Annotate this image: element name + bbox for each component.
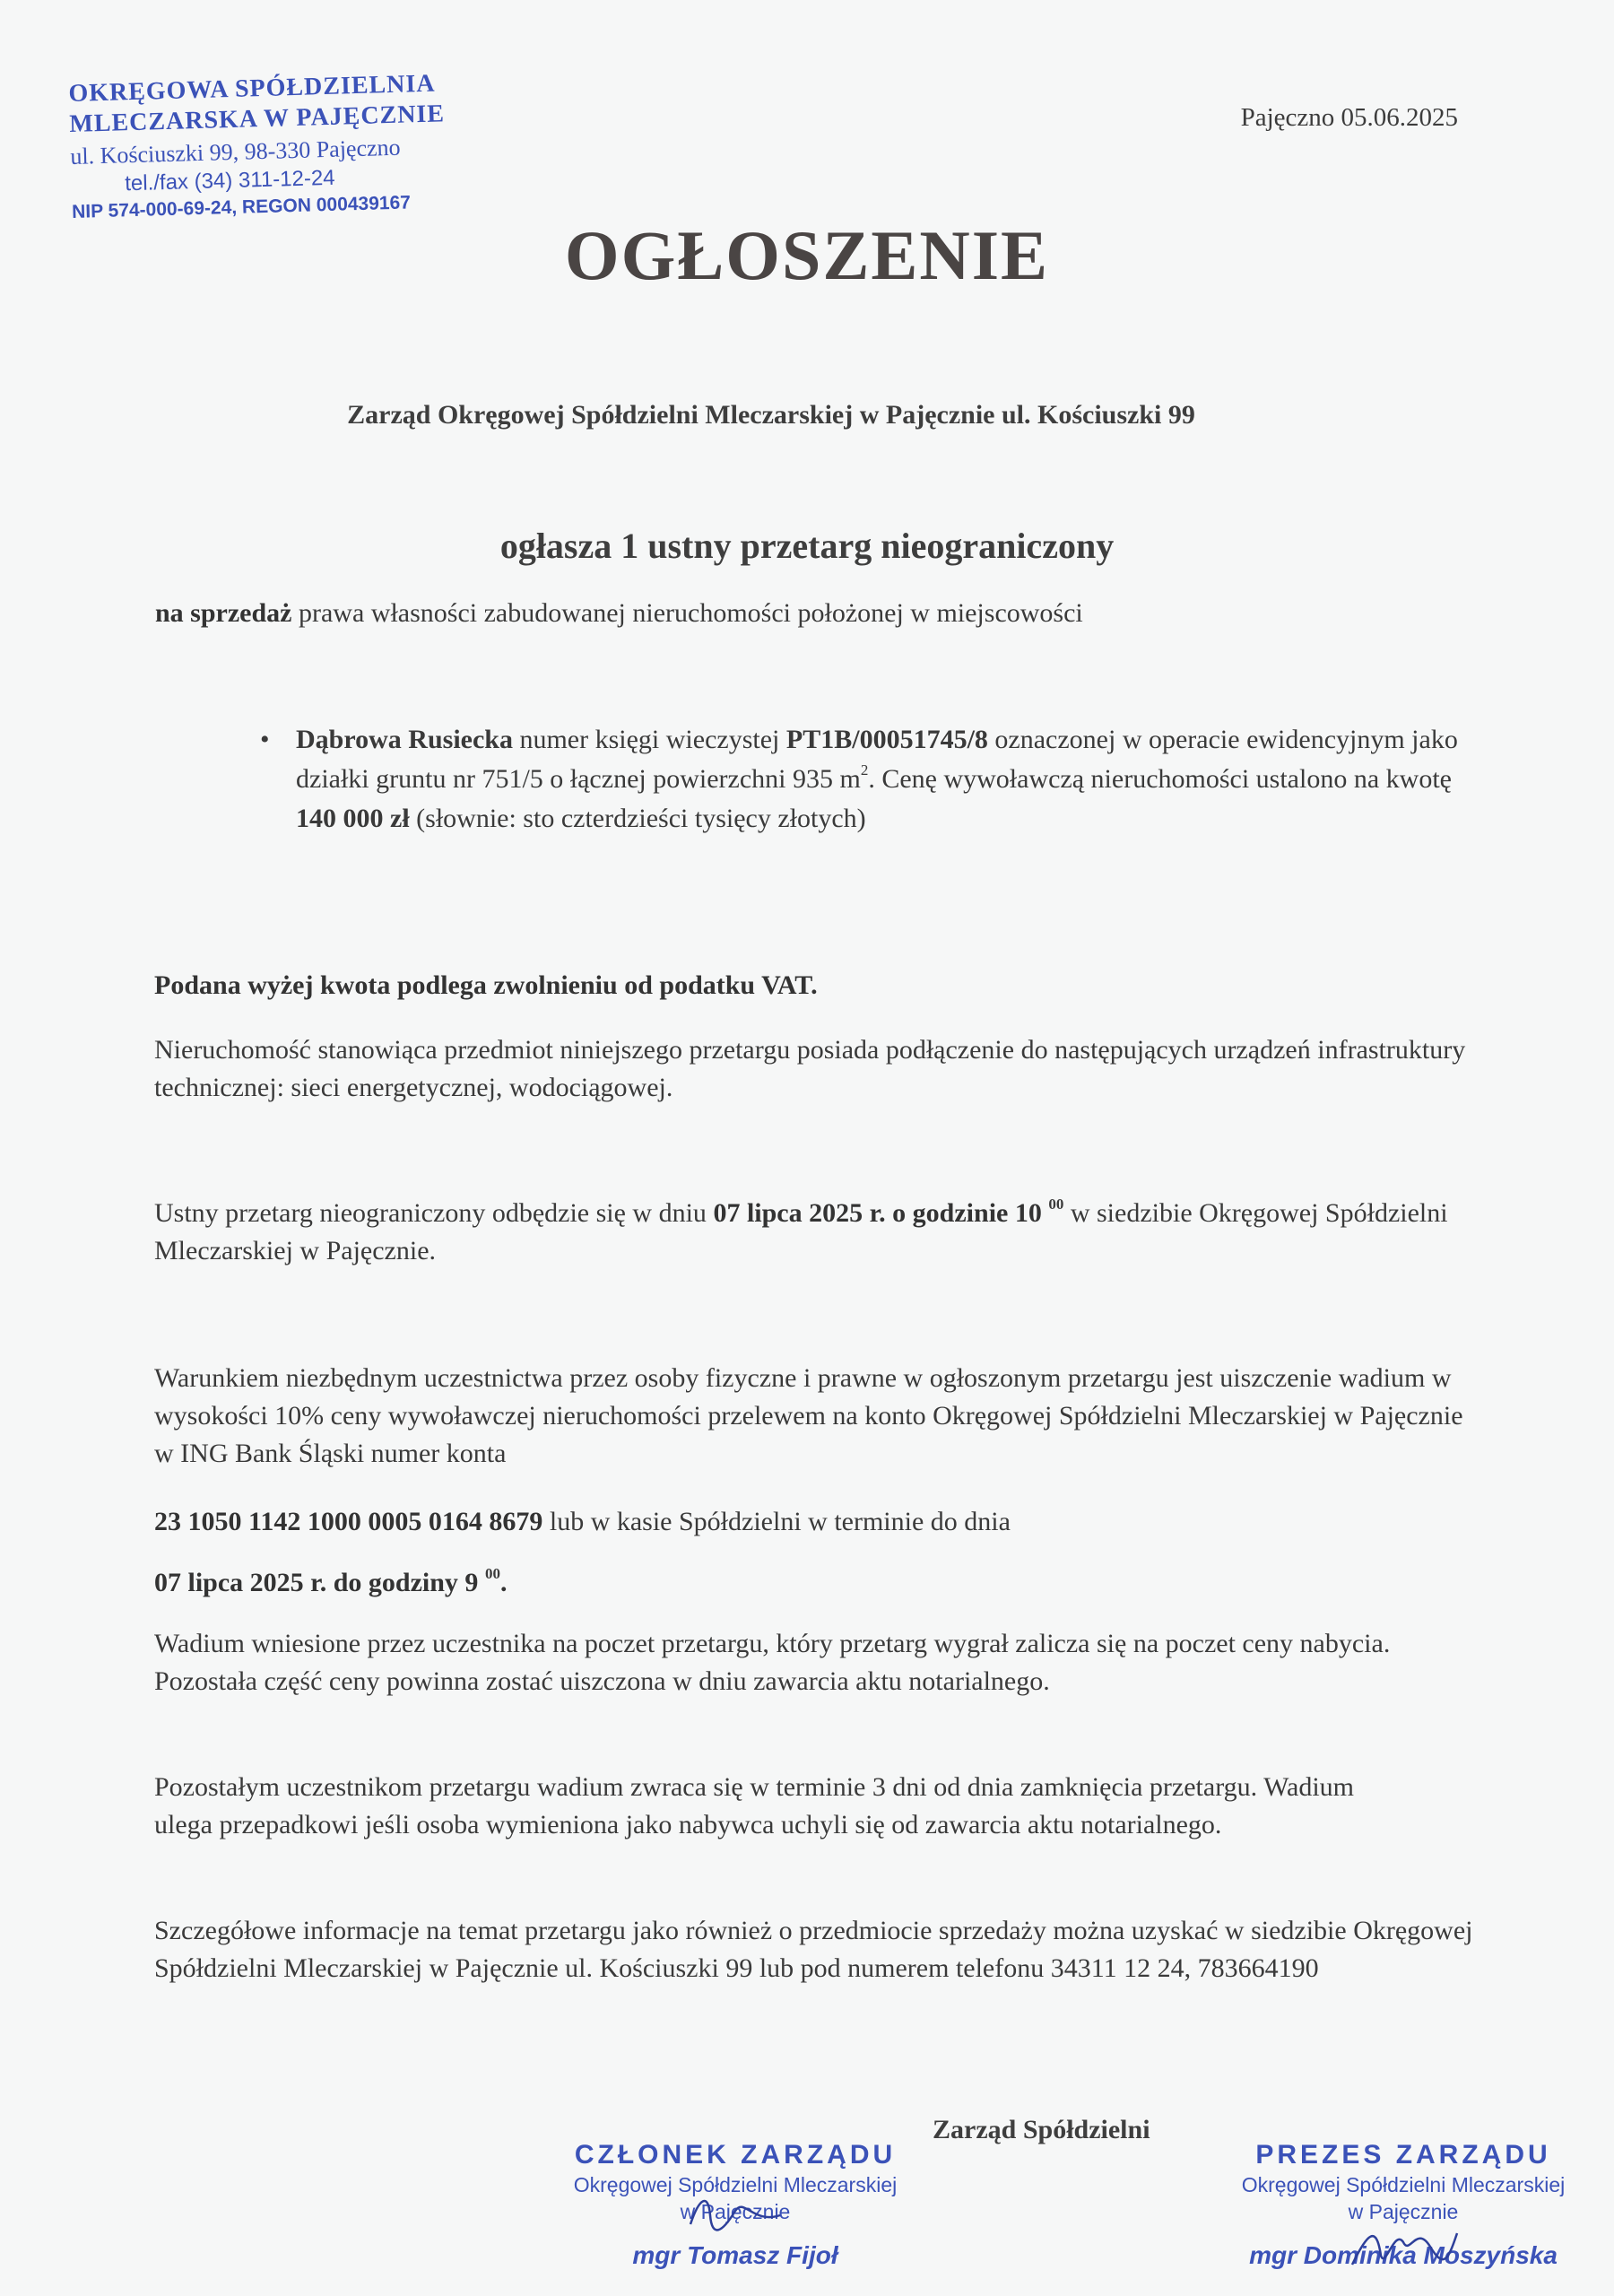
- signer-role: CZŁONEK ZARZĄDU: [574, 2140, 897, 2170]
- bullet-text: . Cenę wywoławczą nieruchomości ustalono na kwotę: [868, 764, 1452, 794]
- intro-bold: na sprzedaż: [155, 598, 292, 628]
- refund-paragraph: Pozostałym uczestnikom przetargu wadium zwraca się w terminie 3 dni od dnia zamknięcia przetargu. Wadium ulega przepadkowi jeśli osoba wymieniona jako nabywca uchyli się od zawarcia aktu notarialnego.: [154, 1772, 1355, 1839]
- property-place: Dąbrowa Rusiecka: [296, 725, 513, 754]
- intro-line: [155, 598, 1083, 629]
- property-bullet: [260, 720, 1488, 839]
- winner-paragraph: Wadium wniesione przez uczestnika na poczet przetargu, który przetarg wygrał zalicza się na poczet ceny nabycia. Pozostała część ceny powinna zostać uiszczona w dniu zawarcia aktu notarialnego.: [154, 1629, 1391, 1696]
- vat-text: Podana wyżej kwota podlega zwolnieniu od podatku VAT.: [154, 970, 818, 1000]
- announcement-heading: ogłasza 1 ustny przetarg nieograniczony: [499, 526, 1115, 566]
- superscript: 2: [860, 761, 869, 778]
- deposit-paragraph: Warunkiem niezbędnym uczestnictwa przez osoby fizyczne i prawne w ogłoszonym przetargu jest uiszczenie wadium w wysokości 10% ceny wywoławczej nieruchomości przelewem na konto Okręgowej Spółdzielni Mleczarskiej w Pajęcznie w ING Bank Śląski numer konta: [154, 1363, 1463, 1468]
- signer-org: w Pajęcznie: [680, 2200, 791, 2223]
- auction-text: w siedzibie Okręgowej Spółdzielni Mleczarskiej w Pajęcznie.: [154, 1198, 1448, 1265]
- auction-text: Ustny przetarg nieograniczony odbędzie się w dniu: [154, 1198, 714, 1228]
- handwritten-signature-icon: [681, 2188, 789, 2242]
- superscript: 00: [484, 1565, 500, 1582]
- signer-org: Okręgowej Spółdzielni Mleczarskiej: [573, 2173, 898, 2196]
- starting-price: 140 000 zł: [296, 804, 410, 833]
- signer-role: PREZES ZARZĄDU: [1255, 2140, 1551, 2170]
- signer-name: mgr Tomasz Fijoł: [632, 2241, 838, 2269]
- bullet-text: numer księgi wieczystej: [512, 725, 786, 754]
- signer-org: Okręgowej Spółdzielni Mleczarskiej: [1241, 2173, 1566, 2196]
- superscript: 00: [1048, 1196, 1064, 1213]
- board-heading: Zarząd Spółdzielni: [933, 2115, 1150, 2144]
- land-register-number: PT1B/00051745/8: [785, 725, 988, 754]
- intro-text: prawa własności zabudowanej nieruchomości położonej w miejscowości: [291, 598, 1083, 628]
- stamp-line: MLECZARSKA W PAJĘCZNIE: [68, 100, 446, 138]
- signer-name: mgr Dominika Moszyńska: [1249, 2241, 1558, 2269]
- vat-note: [154, 967, 1481, 1004]
- deposit-deadline: 07 lipca 2025 r. do godziny 9: [154, 1568, 485, 1597]
- auction-date: 07 lipca 2025 r. o godzinie 10: [713, 1198, 1049, 1228]
- bullet-text: oznaczonej w operacie ewidencyjnym jako działki gruntu nr 751/5 o łącznej powierzchni 935 m: [296, 725, 1458, 794]
- account-text: lub w kasie Spółdzielni w terminie do dnia: [542, 1507, 1011, 1536]
- stamp-tax-ids: NIP 574-000-69-24, REGON 000439167: [71, 192, 412, 222]
- stamp-line: OKRĘGOWA SPÓŁDZIELNIA: [68, 69, 436, 108]
- stamp-address: ul. Kościuszki 99, 98-330 Pajęczno: [70, 134, 401, 170]
- document-subtitle: Zarząd Okręgowej Spółdzielni Mleczarskiej w Pajęcznie ul. Kościuszki 99: [347, 400, 1195, 430]
- deadline-line: [154, 1564, 1481, 1602]
- bullet-icon: •: [260, 725, 270, 754]
- details-paragraph: Szczegółowe informacje na temat przetargu jako również o przedmiocie sprzedaży można uzyskać w siedzibie Okręgowej Spółdzielni Mleczarskiej w Pajęcznie ul. Kościuszki 99 lub pod numerem telefonu 34311 12 24, 783664190: [154, 1916, 1473, 1983]
- auction-paragraph: [154, 1195, 1481, 1270]
- company-stamp: [68, 66, 529, 226]
- document-title: OGŁOSZENIE: [564, 216, 1050, 294]
- deadline-end: .: [499, 1568, 508, 1597]
- infrastructure-paragraph: Nieruchomość stanowiąca przedmiot niniejszego przetargu posiada podłączenie do następujących urządzeń infrastruktury technicznej: sieci energetycznej, wodociągowej.: [154, 1035, 1466, 1102]
- bullet-text: (słownie: sto czterdzieści tysięcy złotych): [409, 804, 866, 833]
- stamp-phone: tel./fax (34) 311-12-24: [124, 165, 335, 196]
- bank-account-number: 23 1050 1142 1000 0005 0164 8679: [154, 1507, 543, 1536]
- document-date: Pajęczno 05.06.2025: [1240, 103, 1458, 132]
- signer-org: w Pajęcznie: [1348, 2200, 1459, 2223]
- handwritten-signature-icon: [1345, 2215, 1462, 2278]
- account-line: [154, 1503, 1481, 1541]
